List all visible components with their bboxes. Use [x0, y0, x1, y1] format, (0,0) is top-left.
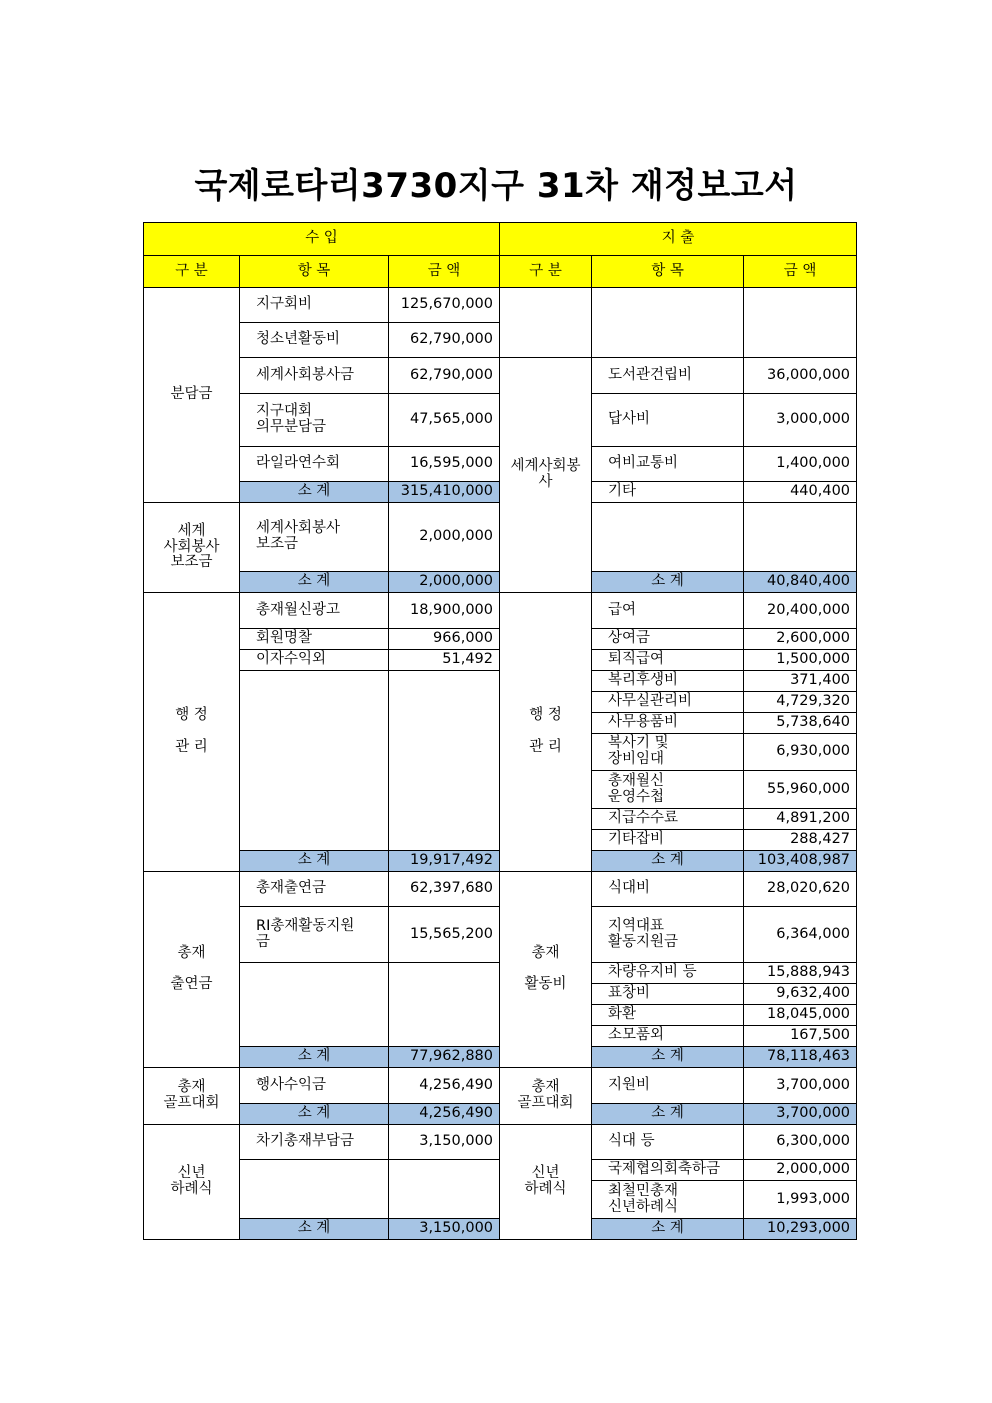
cell-text: 총재월신: [608, 772, 665, 789]
cell-text: 식대 등: [608, 1133, 655, 1150]
empty-cell: [744, 503, 857, 572]
cell-text: 40,840,400: [767, 573, 851, 590]
cell-text: 신년: [177, 1165, 206, 1182]
expense-header: [500, 223, 857, 256]
expense-amount: [744, 771, 857, 809]
income-amount: [389, 447, 500, 482]
cell-text: 총재: [531, 944, 560, 961]
income-amount: [389, 1068, 500, 1104]
expense-subtotal: [744, 1104, 857, 1125]
cell-text: 운영수첩: [608, 788, 665, 805]
cell-text: 상여금: [608, 630, 651, 647]
cell-text: 여비교통비: [608, 455, 679, 472]
expense-subtotal: [744, 1219, 857, 1240]
income-subtotal-label: 소 계: [240, 482, 389, 503]
cell-text: 62,790,000: [409, 366, 494, 383]
cell-text: 966,000: [433, 630, 494, 647]
expense-category: [500, 593, 592, 872]
cell-text: [506, 724, 585, 740]
cell-text: 보조금: [256, 536, 299, 552]
income-amount: [389, 1125, 500, 1160]
expense-item: [592, 872, 744, 907]
cell-text: 6,364,000: [776, 925, 851, 942]
cell-text: 3,150,000: [419, 1133, 494, 1150]
expense-item: [592, 734, 744, 771]
income-amount: [389, 394, 500, 447]
expense-subtotal: [744, 572, 857, 593]
cell-text: RI총재활동지원: [256, 917, 355, 934]
cell-text: 사무실관리비: [608, 693, 693, 710]
income-item: [240, 503, 389, 572]
expense-amount: [744, 358, 857, 394]
expense-item: [592, 809, 744, 830]
cell-text: 9,632,400: [776, 985, 851, 1002]
expense-item: [592, 629, 744, 650]
cell-text: 항 목: [297, 262, 331, 279]
income-amount: [389, 907, 500, 963]
income-item: [240, 394, 389, 447]
income-subtotal: [389, 1219, 500, 1240]
cell-text: 288,427: [790, 831, 851, 848]
expense-subtotal-label: 소 계: [592, 572, 744, 593]
cell-text: 1,993,000: [776, 1190, 851, 1207]
cell-text: 장비임대: [608, 751, 665, 767]
cell-text: 의무분담금: [256, 419, 327, 435]
expense-subtotal-label: 소 계: [592, 851, 744, 872]
cell-text: 2,000,000: [776, 1161, 851, 1178]
income-subtotal-label: 소 계: [240, 572, 389, 593]
expense-amount: [744, 907, 857, 963]
expense-item: [592, 984, 744, 1005]
income-item: [240, 650, 389, 671]
expense-item: [592, 963, 744, 984]
cell-text: 청소년활동비: [256, 331, 341, 348]
expense-subtotal: [744, 851, 857, 872]
income-item: [240, 1068, 389, 1104]
cell-text: 국제협의회축하금: [608, 1161, 721, 1178]
cell-text: 19,917,492: [409, 852, 494, 869]
cell-text: 36,000,000: [767, 366, 851, 383]
cell-text: 총재출연금: [256, 880, 327, 897]
cell-text: 관 리: [175, 738, 208, 755]
expense-category: [500, 872, 592, 1068]
cell-text: 골프대회: [163, 1095, 220, 1111]
expense-item: [592, 650, 744, 671]
cell-text: 4,256,490: [419, 1076, 494, 1093]
income-subtotal: [389, 572, 500, 593]
cell-text: 사무용품비: [608, 714, 679, 731]
cell-text: 지역대표: [608, 917, 665, 934]
income-subtotal-label: 소 계: [240, 1219, 389, 1240]
empty-cell: [592, 503, 744, 572]
column-header-item: [592, 256, 744, 288]
expense-amount: [744, 734, 857, 771]
cell-text: 복리후생비: [608, 672, 679, 689]
cell-text: 15,888,943: [767, 964, 851, 981]
expense-amount: [744, 1125, 857, 1160]
income-amount: [389, 358, 500, 394]
cell-text: 103,408,987: [757, 852, 851, 869]
cell-text: 총재: [531, 1079, 560, 1096]
cell-text: 관 리: [529, 738, 562, 755]
cell-text: 소모품외: [608, 1027, 665, 1044]
expense-amount: [744, 650, 857, 671]
cell-text: 항 목: [651, 262, 684, 279]
income-item: [240, 629, 389, 650]
income-amount: [389, 650, 500, 671]
cell-text: 하례식: [524, 1181, 567, 1197]
empty-cell: [389, 671, 500, 851]
expense-item: [592, 1160, 744, 1181]
cell-text: 수 입: [305, 230, 338, 247]
cell-text: 화환: [608, 1006, 637, 1023]
expense-item: [592, 593, 744, 629]
cell-text: [150, 724, 233, 740]
cell-text: 3,000,000: [776, 411, 851, 428]
cell-text: 77,962,880: [409, 1048, 494, 1065]
empty-cell: [240, 1160, 389, 1219]
expense-amount: [744, 713, 857, 734]
expense-amount: [744, 482, 857, 503]
cell-text: 금 액: [427, 262, 461, 279]
cell-text: 이자수익외: [256, 651, 327, 668]
cell-text: 활동비: [524, 976, 567, 993]
income-item: [240, 323, 389, 358]
cell-text: 신년: [531, 1165, 560, 1182]
income-amount: [389, 323, 500, 358]
expense-item: [592, 1068, 744, 1104]
cell-text: 행 정: [175, 707, 208, 724]
table-row: [144, 1125, 857, 1160]
cell-text: 440,400: [790, 483, 851, 500]
cell-text: 지구대회: [256, 403, 313, 420]
income-item: [240, 593, 389, 629]
cell-text: 4,729,320: [776, 693, 851, 710]
table-row: [144, 223, 857, 256]
cell-text: 18,900,000: [409, 601, 494, 618]
cell-text: 2,600,000: [776, 630, 851, 647]
cell-text: 복사기 및: [608, 735, 669, 752]
empty-cell: [592, 288, 744, 358]
income-subtotal: [389, 1047, 500, 1068]
empty-cell: [240, 963, 389, 1047]
cell-text: 보조금: [170, 554, 213, 571]
income-item: [240, 288, 389, 323]
cell-text: 세계: [177, 522, 206, 539]
cell-text: 급여: [608, 601, 637, 618]
empty-cell: [389, 963, 500, 1047]
cell-text: 세계사회봉사금: [256, 366, 355, 383]
expense-amount: [744, 1026, 857, 1047]
income-subtotal: [389, 851, 500, 872]
cell-text: 신년하례식: [608, 1198, 679, 1215]
expense-item: [592, 1005, 744, 1026]
income-amount: [389, 288, 500, 323]
cell-text: 51,492: [442, 651, 494, 668]
column-header-amount: [744, 256, 857, 288]
cell-text: 총재월신광고: [256, 601, 341, 618]
cell-text: 출연금: [170, 976, 213, 993]
expense-item: [592, 830, 744, 851]
income-item: [240, 447, 389, 482]
expense-category: [500, 358, 592, 593]
income-item: [240, 1125, 389, 1160]
cell-text: 55,960,000: [767, 780, 851, 797]
empty-cell: [500, 288, 592, 358]
table-row: [144, 288, 857, 323]
cell-text: 표창비: [608, 985, 651, 1002]
cell-text: 1,500,000: [776, 651, 851, 668]
cell-text: 6,930,000: [776, 743, 851, 760]
expense-amount: [744, 1068, 857, 1104]
cell-text: 세계사회봉사: [256, 520, 341, 537]
cell-text: 지급수수료: [608, 810, 679, 827]
cell-text: 지구회비: [256, 296, 313, 313]
cell-text: 6,300,000: [776, 1133, 851, 1150]
table-row: [144, 1068, 857, 1104]
column-header-category: [144, 256, 240, 288]
cell-text: 기타잡비: [608, 831, 665, 848]
income-amount: [389, 593, 500, 629]
cell-text: 총재: [177, 944, 206, 961]
expense-item: [592, 1026, 744, 1047]
expense-item: [592, 907, 744, 963]
cell-text: 기타: [608, 483, 637, 500]
cell-text: 활동지원금: [608, 933, 679, 950]
cell-text: 315,410,000: [400, 483, 494, 500]
expense-item: [592, 394, 744, 447]
cell-text: 골프대회: [517, 1095, 574, 1111]
expense-amount: [744, 1005, 857, 1026]
cell-text: 15,565,200: [409, 925, 494, 942]
table-row: [144, 593, 857, 629]
cell-text: 라일라연수회: [256, 455, 341, 472]
cell-text: 하례식: [170, 1181, 213, 1197]
income-category: [144, 288, 240, 503]
expense-item: [592, 447, 744, 482]
income-item: [240, 358, 389, 394]
income-subtotal-label: 소 계: [240, 851, 389, 872]
cell-text: 지 출: [661, 230, 695, 247]
cell-text: 167,500: [790, 1027, 851, 1044]
income-amount: [389, 872, 500, 907]
column-header-amount: [389, 256, 500, 288]
empty-cell: [389, 1160, 500, 1219]
expense-item: [592, 358, 744, 394]
expense-item: [592, 692, 744, 713]
cell-text: 회원명찰: [256, 630, 313, 647]
income-item: [240, 907, 389, 963]
income-amount: [389, 503, 500, 572]
table-row: [144, 358, 857, 394]
expense-amount: [744, 1181, 857, 1219]
expense-amount: [744, 447, 857, 482]
cell-text: 78,118,463: [767, 1048, 851, 1065]
income-amount: [389, 629, 500, 650]
expense-subtotal-label: 소 계: [592, 1047, 744, 1068]
cell-text: 18,045,000: [767, 1006, 851, 1023]
cell-text: 퇴직급여: [608, 651, 665, 668]
cell-text: 3,700,000: [776, 1105, 851, 1122]
finance-table: [143, 222, 857, 1240]
cell-text: 16,595,000: [409, 455, 494, 472]
cell-text: 20,400,000: [767, 601, 851, 618]
cell-text: 식대비: [608, 880, 651, 897]
cell-text: 125,670,000: [400, 296, 494, 313]
empty-cell: [744, 288, 857, 358]
cell-text: 행사수익금: [256, 1076, 327, 1093]
income-category: [144, 872, 240, 1068]
cell-text: 3,150,000: [419, 1220, 494, 1237]
expense-category: [500, 1068, 592, 1125]
column-header-category: [500, 256, 592, 288]
expense-amount: [744, 963, 857, 984]
cell-text: 총재: [177, 1079, 206, 1096]
cell-text: 5,738,640: [776, 714, 851, 731]
cell-text: 62,397,680: [409, 880, 494, 897]
income-subtotal-label: 소 계: [240, 1104, 389, 1125]
cell-text: 62,790,000: [409, 331, 494, 348]
income-category: [144, 1125, 240, 1240]
income-subtotal-label: 소 계: [240, 1047, 389, 1068]
cell-text: 금: [256, 933, 271, 950]
expense-subtotal-label: 소 계: [592, 1219, 744, 1240]
income-subtotal: [389, 482, 500, 503]
expense-category: [500, 1125, 592, 1240]
cell-text: 371,400: [790, 672, 851, 689]
cell-text: 2,000,000: [419, 528, 494, 545]
expense-amount: [744, 593, 857, 629]
expense-amount: [744, 984, 857, 1005]
expense-item: [592, 771, 744, 809]
expense-amount: [744, 692, 857, 713]
expense-item: [592, 1125, 744, 1160]
cell-text: 차량유지비 등: [608, 964, 697, 981]
cell-text: 행 정: [529, 707, 562, 724]
cell-text: 10,293,000: [767, 1220, 851, 1237]
cell-text: 사회봉사: [163, 538, 220, 555]
expense-subtotal: [744, 1047, 857, 1068]
cell-text: 1,400,000: [776, 455, 851, 472]
cell-text: 분담금: [170, 386, 213, 403]
cell-text: 구 분: [175, 262, 208, 279]
expense-item: [592, 713, 744, 734]
income-header: [144, 223, 500, 256]
cell-text: 도서관건립비: [608, 366, 693, 383]
expense-amount: [744, 872, 857, 907]
income-category: [144, 593, 240, 872]
expense-item: [592, 482, 744, 503]
table-row: [144, 872, 857, 907]
expense-amount: [744, 809, 857, 830]
cell-text: 세계사회봉사: [510, 458, 581, 490]
expense-amount: [744, 629, 857, 650]
expense-item: [592, 1181, 744, 1219]
expense-amount: [744, 671, 857, 692]
expense-amount: [744, 1160, 857, 1181]
table-row: [144, 256, 857, 288]
cell-text: 구 분: [529, 262, 562, 279]
cell-text: 47,565,000: [409, 411, 494, 428]
report-title: 국제로타리3730지구 31차 재정보고서: [194, 166, 798, 206]
income-item: [240, 872, 389, 907]
expense-subtotal-label: 소 계: [592, 1104, 744, 1125]
cell-text: 차기총재부담금: [256, 1133, 355, 1150]
cell-text: 4,891,200: [776, 810, 851, 827]
cell-text: 2,000,000: [419, 573, 494, 590]
cell-text: 3,700,000: [776, 1076, 851, 1093]
column-header-item: [240, 256, 389, 288]
cell-text: 4,256,490: [419, 1105, 494, 1122]
expense-item: [592, 671, 744, 692]
cell-text: 최철민총재: [608, 1182, 679, 1199]
income-subtotal: [389, 1104, 500, 1125]
cell-text: 답사비: [608, 411, 651, 428]
cell-text: 28,020,620: [767, 880, 851, 897]
income-category: [144, 503, 240, 593]
cell-text: 지원비: [608, 1076, 651, 1093]
income-category: [144, 1068, 240, 1125]
cell-text: 금 액: [783, 262, 817, 279]
expense-amount: [744, 830, 857, 851]
empty-cell: [240, 671, 389, 851]
expense-amount: [744, 394, 857, 447]
